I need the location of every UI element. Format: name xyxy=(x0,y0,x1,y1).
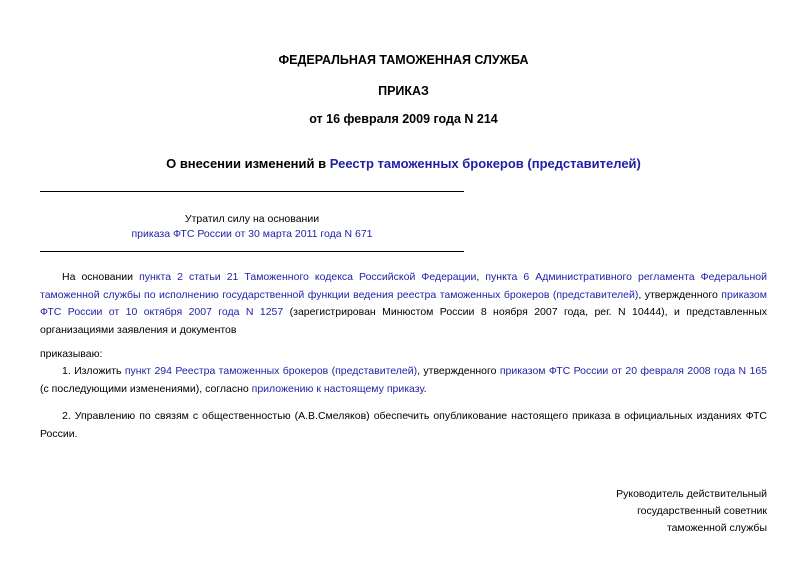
divider-top xyxy=(40,191,464,192)
signature-line-3: таможенной службы xyxy=(666,522,767,534)
signature-block xyxy=(467,486,767,537)
preamble-text-2: , xyxy=(476,271,486,283)
order-item-2: 2. Управлению по связям с общественностью (А.В.Смеляков) обеспечить опубликование настоящего приказа в официальных изданиях ФТС России. xyxy=(40,410,767,440)
item1-text-4: . xyxy=(423,382,427,395)
divider-bottom xyxy=(40,251,464,252)
item1-text-1: 1. Изложить xyxy=(62,365,125,377)
document-type: ПРИКАЗ xyxy=(378,84,429,98)
order-item-1 xyxy=(40,363,767,398)
item1-link-order-165[interactable]: приказом ФТС России от 20 февраля 2008 года N 165 xyxy=(499,365,767,377)
item1-link-point-294[interactable]: пункт 294 Реестра таможенных брокеров (представителей) xyxy=(124,365,418,377)
order-word: приказываю: xyxy=(40,348,103,360)
preamble-text-1: На основании xyxy=(62,271,140,283)
status-note-text: Утратил силу на основании xyxy=(184,213,320,225)
document-date-number: от 16 февраля 2009 года N 214 xyxy=(309,112,498,126)
preamble-text-3: , утвержденного xyxy=(638,288,722,301)
item1-link-appendix[interactable]: приложению к настоящему приказу xyxy=(251,382,424,395)
document-title xyxy=(0,156,807,171)
preamble-link-order-1257[interactable]: приказом ФТС России от 10 октября 2007 года N 1257 xyxy=(40,288,767,318)
status-note xyxy=(40,212,464,242)
preamble-link-admin-regulation[interactable]: пункта 6 Административного регламента Федеральной таможенной службы по исполнению государственной функции ведения реестра таможенных брокеров (представителей) xyxy=(40,271,767,301)
agency-name: ФЕДЕРАЛЬНАЯ ТАМОЖЕННАЯ СЛУЖБА xyxy=(278,53,529,67)
preamble-link-customs-code[interactable]: пункта 2 статьи 21 Таможенного кодекса Российской Федерации xyxy=(139,271,477,283)
preamble-paragraph xyxy=(40,269,767,339)
item1-text-3: (с последующими изменениями), согласно xyxy=(40,382,252,395)
status-note-link[interactable]: приказа ФТС России от 30 марта 2011 года N 671 xyxy=(131,228,373,240)
title-registry-link[interactable]: Реестр таможенных брокеров (представителей) xyxy=(329,156,641,171)
title-prefix: О внесении изменений в xyxy=(166,156,330,171)
item1-text-2: , утвержденного xyxy=(417,365,500,377)
signature-line-1: Руководитель действительный xyxy=(616,488,767,500)
preamble-text-4: (зарегистрирован Минюстом России 8 ноября 2007 года, рег. N 10444), и представленных организациями заявления и документов xyxy=(40,306,767,336)
signature-line-2: государственный советник xyxy=(637,505,767,517)
